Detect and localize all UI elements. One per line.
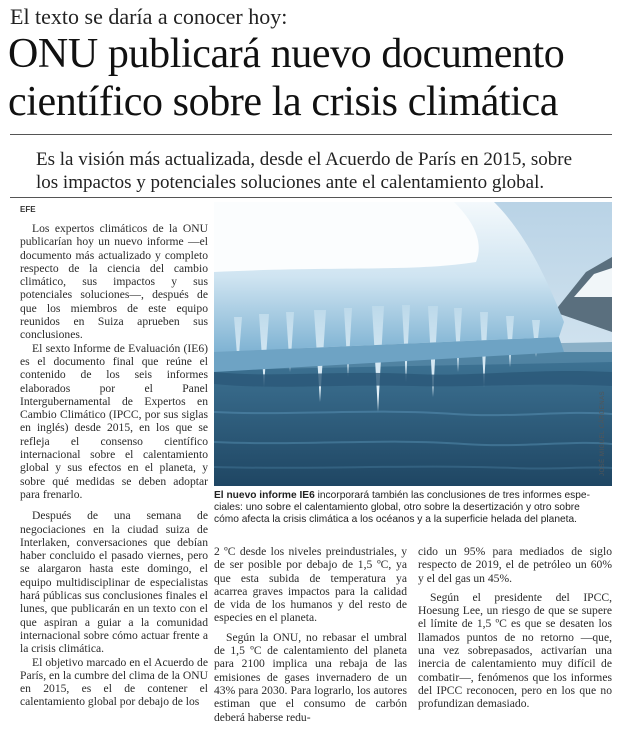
deck-line-1: Es la visión más actualizada, desde el Acuerdo de París en 2015, sobre (36, 149, 573, 170)
body-paragraph: Según la ONU, no rebasar el umbral de 1,5 ºC de calentamiento del planeta para 2100 implica una rebaja de las emisiones de gases invernadero de un 43% para 2030. Para lograrlo, los autores estiman que el consumo de carbón deberá haberse redu- (214, 630, 407, 724)
body-paragraph: Según el presidente del IPCC, Hoesung Lee, un riesgo de que se supere el límite de 1,5 ºC es que se desaten los llamados puntos de no retorno —que, una vez sobrepasados, activarían una inercia de calentamiento muy difícil de combatir—, fenómenos que los informes del IPCC reconocen, pero en los que no profundizan demasiado. (418, 590, 612, 711)
photo-caption (214, 490, 612, 527)
body-column-1 (20, 222, 208, 709)
body-column-3 (418, 545, 612, 711)
body-paragraph: El objetivo marcado en el Acuerdo de París, en la cumbre del clima de la ONU en 2015, es el de contener el calentamiento global por debajo de los (20, 655, 208, 709)
source-agency: EFE (20, 205, 36, 214)
body-paragraph: Los expertos climáticos de la ONU publicarían hoy un nuevo informe —el documento más actualizado y completo respecto de la ciencia del cambio climático, sus impactos y sus potenciales soluciones—, después de que los miembros de este equipo reunidos en Suiza aprueben sus conclusiones. (20, 222, 208, 342)
headline-line-2: científico sobre la crisis climática (8, 79, 559, 125)
deck (36, 148, 608, 194)
body-paragraph: El sexto Informe de Evaluación (IE6) es el documento final que reúne el contenido de los seis informes elaborados por el Panel Intergubernamental de Expertos en Cambio Climático (IPCC, por sus siglas en inglés) desde 2015, en los que se refleja el consenso científico internacional sobre el calentamiento global y sus efectos en el planeta, y sobre qué medidas se deben adoptar para frenarlo. (20, 341, 208, 501)
kicker: El texto se daría a conocer hoy: (10, 4, 288, 29)
caption-lead: El nuevo informe IE6 (214, 490, 315, 501)
caption-text: incorporará también las conclusiones de tres informes espe- (314, 490, 590, 501)
deck-line-2: los impactos y potenciales soluciones ante el calentamiento global. (36, 172, 545, 193)
body-paragraph: 2 ºC desde los niveles preindustriales, y de ser posible por debajo de 1,5 ºC, ya que esta subida de temperatura ya acarrea graves impactos para la calidad de vida de los humanos y del resto de especies en el planeta. (214, 545, 407, 625)
photo-credit: JOSÉ MIGUEL CÁRDENAS (600, 390, 606, 476)
divider (10, 197, 612, 198)
iceberg-photo (214, 202, 612, 486)
headline-line-1: ONU publicará nuevo documento (8, 31, 565, 77)
body-column-2 (214, 545, 407, 724)
divider (10, 134, 612, 135)
caption-text: ciales: uno sobre el calentamiento global, otro sobre la desertización y otro sobre (214, 502, 580, 514)
body-paragraph: Después de una semana de negociaciones en la ciudad suiza de Interlaken, conversaciones que debían haber concluido el pasado viernes, pero se alargaron hasta este domingo, el equipo multidisciplinar de especialistas hará públicas sus conclusiones finales el lunes, que publicarán en un texto con el que aspiran a guiar a la comunidad internacional sobre cómo actuar frente a la crisis climática. (20, 509, 208, 656)
body-paragraph: cido un 95% para mediados de siglo respecto de 2019, el de petróleo un 60% y el del gas un 45%. (418, 545, 612, 585)
caption-text: cómo afecta la crisis climática a los océanos y a la superficie helada del planeta. (214, 514, 577, 526)
headline (8, 30, 614, 126)
